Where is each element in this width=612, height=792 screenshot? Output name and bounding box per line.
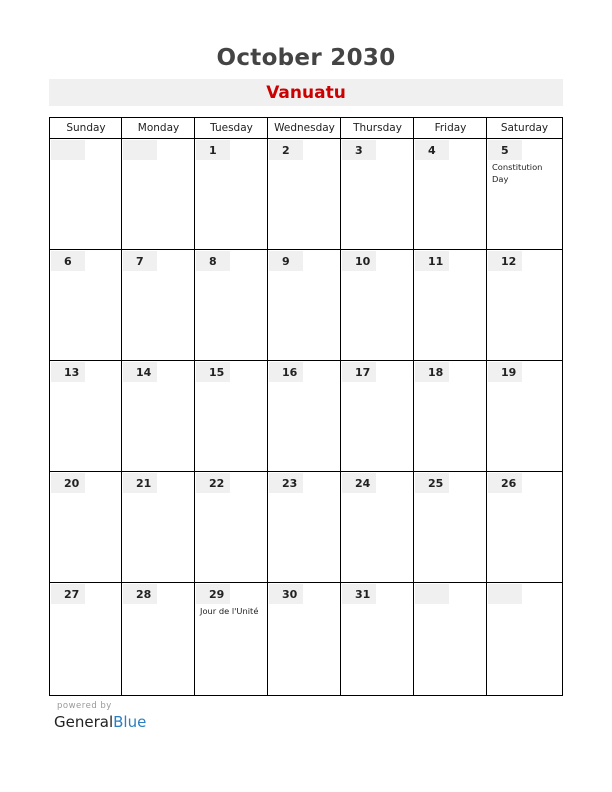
day-number-box xyxy=(415,473,449,493)
weekday-header-monday: Monday xyxy=(137,122,180,134)
day-number: 27 xyxy=(64,588,80,601)
column-divider xyxy=(413,118,414,695)
day-number: 29 xyxy=(209,588,225,601)
day-number-box xyxy=(123,140,157,160)
weekday-header-tuesday: Tuesday xyxy=(210,122,253,134)
day-cell xyxy=(268,139,341,249)
day-number: 19 xyxy=(501,366,517,379)
day-number: 3 xyxy=(355,144,363,157)
day-number-box xyxy=(342,251,376,271)
column-divider xyxy=(340,118,341,695)
day-cell xyxy=(414,250,487,360)
day-cell xyxy=(268,250,341,360)
day-cell xyxy=(195,250,268,360)
day-cell xyxy=(122,361,195,471)
day-cell xyxy=(414,583,487,694)
day-number-box xyxy=(269,140,303,160)
day-cell xyxy=(195,472,268,582)
day-number-box xyxy=(123,584,157,604)
day-number: 7 xyxy=(136,255,144,268)
day-number: 11 xyxy=(428,255,444,268)
day-number-box xyxy=(123,362,157,382)
column-divider xyxy=(194,118,195,695)
generalblue-logo xyxy=(54,713,146,731)
day-number-box xyxy=(488,362,522,382)
day-number-box xyxy=(51,584,85,604)
day-number: 31 xyxy=(355,588,371,601)
day-number: 10 xyxy=(355,255,371,268)
day-number-box xyxy=(488,251,522,271)
powered-by-label: powered by xyxy=(57,701,112,711)
day-cell xyxy=(50,250,122,360)
weekday-header-wednesday: Wednesday xyxy=(274,122,335,134)
weekday-header-sunday: Sunday xyxy=(66,122,106,134)
holiday-label: Jour de l'Unité xyxy=(200,606,259,616)
holiday-label: Constitution Day xyxy=(492,162,543,184)
day-cell xyxy=(341,361,414,471)
day-number-box xyxy=(269,584,303,604)
day-cell xyxy=(341,472,414,582)
column-divider xyxy=(486,118,487,695)
day-number: 9 xyxy=(282,255,290,268)
day-cell xyxy=(195,361,268,471)
day-number: 28 xyxy=(136,588,152,601)
day-number-box xyxy=(415,584,449,604)
day-number: 30 xyxy=(282,588,298,601)
day-number-box xyxy=(342,362,376,382)
day-number-box xyxy=(123,473,157,493)
day-number: 21 xyxy=(136,477,152,490)
day-number-box xyxy=(51,473,85,493)
day-number: 5 xyxy=(501,144,509,157)
day-cell xyxy=(487,139,562,249)
day-cell xyxy=(122,139,195,249)
day-cell xyxy=(122,583,195,694)
day-number: 23 xyxy=(282,477,298,490)
brand-general-text: General xyxy=(54,713,114,731)
column-divider xyxy=(121,118,122,695)
day-cell xyxy=(122,250,195,360)
day-number: 20 xyxy=(64,477,80,490)
day-number: 24 xyxy=(355,477,371,490)
day-cell xyxy=(414,472,487,582)
day-number: 26 xyxy=(501,477,517,490)
day-cell xyxy=(414,361,487,471)
day-cell xyxy=(414,139,487,249)
day-number-box xyxy=(488,584,522,604)
day-number: 17 xyxy=(355,366,371,379)
day-cell xyxy=(341,250,414,360)
day-number-box xyxy=(196,584,230,604)
day-cell xyxy=(487,361,562,471)
day-cell xyxy=(341,139,414,249)
day-number: 2 xyxy=(282,144,290,157)
day-cell xyxy=(487,250,562,360)
day-number: 22 xyxy=(209,477,225,490)
day-number: 18 xyxy=(428,366,444,379)
day-number: 8 xyxy=(209,255,217,268)
day-number-box xyxy=(269,473,303,493)
day-number: 13 xyxy=(64,366,80,379)
day-cell xyxy=(341,583,414,694)
day-number: 14 xyxy=(136,366,152,379)
day-number-box xyxy=(488,473,522,493)
day-number: 16 xyxy=(282,366,298,379)
day-number-box xyxy=(196,140,230,160)
column-divider xyxy=(267,118,268,695)
day-cell xyxy=(50,472,122,582)
day-cell xyxy=(268,472,341,582)
weekday-header-thursday: Thursday xyxy=(353,122,402,134)
day-number: 25 xyxy=(428,477,444,490)
weekday-header-saturday: Saturday xyxy=(500,122,549,134)
day-number-box xyxy=(342,140,376,160)
day-number-box xyxy=(415,140,449,160)
day-number-box xyxy=(196,251,230,271)
day-cell xyxy=(268,583,341,694)
calendar-grid xyxy=(49,117,563,696)
day-number-box xyxy=(342,473,376,493)
country-banner xyxy=(49,79,563,106)
day-number: 15 xyxy=(209,366,225,379)
day-cell xyxy=(487,583,562,694)
day-number: 12 xyxy=(501,255,517,268)
day-number: 1 xyxy=(209,144,217,157)
day-number-box xyxy=(269,362,303,382)
day-number-box xyxy=(342,584,376,604)
day-number-box xyxy=(269,251,303,271)
day-cell xyxy=(50,583,122,694)
day-cell xyxy=(487,472,562,582)
day-number-box xyxy=(196,473,230,493)
weekday-header-friday: Friday xyxy=(434,122,467,134)
day-cell xyxy=(50,139,122,249)
day-cell xyxy=(195,139,268,249)
day-number-box xyxy=(415,362,449,382)
day-number: 6 xyxy=(64,255,72,268)
day-cell xyxy=(268,361,341,471)
day-cell xyxy=(50,361,122,471)
day-number-box xyxy=(488,140,522,160)
calendar-title: October 2030 xyxy=(216,45,396,71)
day-number-box xyxy=(51,362,85,382)
day-number-box xyxy=(415,251,449,271)
brand-blue-text: Blue xyxy=(113,713,147,731)
country-name: Vanuatu xyxy=(266,83,346,103)
day-number-box xyxy=(123,251,157,271)
day-cell xyxy=(122,472,195,582)
day-number-box xyxy=(51,140,85,160)
day-number: 4 xyxy=(428,144,436,157)
day-number-box xyxy=(196,362,230,382)
day-number-box xyxy=(51,251,85,271)
day-cell xyxy=(195,583,268,694)
